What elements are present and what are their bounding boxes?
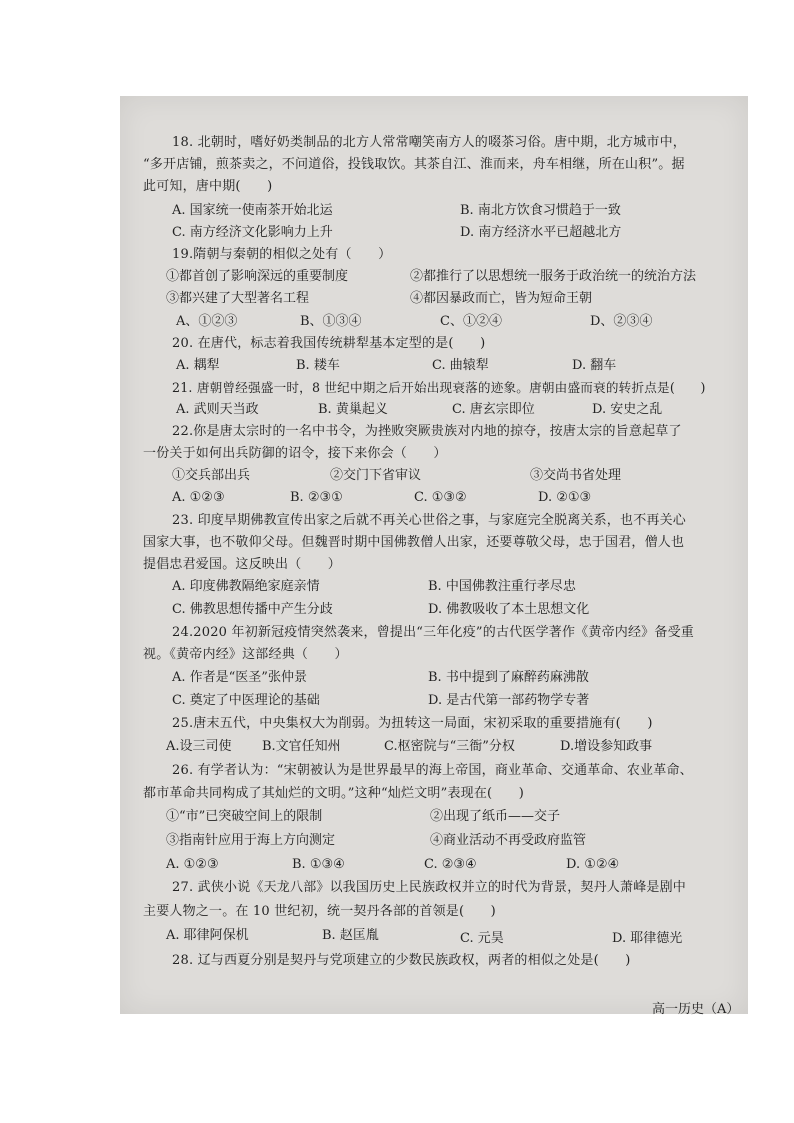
q22-option-b: B. ②③① [290,490,343,505]
q18-option-d: D. 南方经济水平已超越北方 [460,225,622,240]
q27-option-d: D. 耶律德光 [612,931,683,946]
q23-option-a: A. 印度佛教隔绝家庭亲情 [172,579,320,594]
q24-stem-line2: 视。《黄帝内经》这部经典（ ） [143,647,348,662]
q21-option-a: A. 武则天当政 [176,402,259,417]
q23-option-b: B. 中国佛教注重行孝尽忠 [428,579,576,594]
q21-option-b: B. 黄巢起义 [318,402,388,417]
q26-stem-line2: 都市革命共同构成了其灿烂的文明。”这种“灿烂文明”表现在( ) [143,786,524,801]
q19-statement-2: ②都推行了以思想统一服务于政治统一的统治方法 [410,269,697,284]
q24-option-b: B. 书中提到了麻醉药麻沸散 [428,670,589,685]
q27-stem-line2: 主要人物之一。在 10 世纪初，统一契丹各部的首领是( ) [143,904,496,919]
q19-option-a: A、①②③ [176,314,238,329]
q26-option-b: B. ①③④ [292,857,345,872]
q25-option-b: B.文官任知州 [262,739,341,754]
q22-statement-3: ③交尚书省处理 [530,468,622,483]
q25-option-c: C.枢密院与“三衙”分权 [384,739,515,754]
q26-option-d: D. ①②④ [566,857,620,872]
q27-option-c: C. 元昊 [460,931,504,946]
q19-option-d: D、②③④ [590,314,653,329]
q21-option-d: D. 安史之乱 [592,402,663,417]
q18-option-a: A. 国家统一使南茶开始北运 [172,203,333,218]
q18-stem-line3: 此可知，唐中期( ) [143,179,273,194]
q18-stem-line2: “多开店铺，煎茶卖之，不问道俗，投钱取饮。其茶自江、淮而来，舟车相继，所在山积”。据 [143,157,685,172]
page-footer-label: 高一历史（A） [652,1002,740,1017]
q26-statement-1: ①“市”已突破空间上的限制 [166,809,323,824]
q26-statement-2: ②出现了纸币——交子 [430,809,561,824]
q19-option-c: C、①②④ [440,314,502,329]
q26-stem-line1: 26. 有学者认为：“宋朝被认为是世界最早的海上帝国，商业革命、交通革命、农业革命、 [172,763,693,778]
q23-stem-line2: 国家大事，也不敬仰父母。但魏晋时期中国佛教僧人出家，还要尊敬父母，忠于国君，僧人也 [143,535,685,550]
q21-option-c: C. 唐玄宗即位 [452,402,535,417]
q20-stem: 20. 在唐代，标志着我国传统耕犁基本定型的是( ) [172,336,486,351]
q24-option-c: C. 奠定了中医理论的基础 [172,693,320,708]
q24-option-a: A. 作者是“医圣”张仲景 [172,670,307,685]
q23-stem-line3: 提倡忠君爱国。这反映出（ ） [143,557,342,572]
q26-statement-4: ④商业活动不再受政府监管 [430,833,587,848]
q20-option-c: C. 曲辕犁 [432,358,489,373]
q19-stem: 19.隋朝与秦朝的相似之处有（ ） [172,247,392,262]
q18-option-b: B. 南北方饮食习惯趋于一致 [460,203,621,218]
q23-option-d: D. 佛教吸收了本土思想文化 [428,602,590,617]
q25-option-a: A.设三司使 [166,739,232,754]
q22-option-c: C. ①③② [414,490,467,505]
q26-statement-3: ③指南针应用于海上方向测定 [166,833,336,848]
q22-option-a: A. ①②③ [172,490,225,505]
q20-option-a: A. 耦犁 [176,358,220,373]
q27-stem-line1: 27. 武侠小说《天龙八部》以我国历史上民族政权并立的时代为背景，契丹人萧峰是剧中 [172,880,687,895]
q19-statement-3: ③都兴建了大型著名工程 [166,291,310,306]
q27-option-b: B. 赵匡胤 [322,928,379,943]
q25-stem: 25.唐末五代，中央集权大为削弱。为扭转这一局面，宋初采取的重要措施有( ) [172,716,653,731]
q23-option-c: C. 佛教思想传播中产生分歧 [172,602,333,617]
q25-option-d: D.增设参知政事 [560,739,653,754]
q28-stem: 28. 辽与西夏分别是契丹与党项建立的少数民族政权，两者的相似之处是( ) [172,953,631,968]
q27-option-a: A. 耶律阿保机 [166,928,249,943]
q19-option-b: B、①③④ [300,314,362,329]
q26-option-a: A. ①②③ [166,857,219,872]
q18-option-c: C. 南方经济文化影响力上升 [172,225,333,240]
q24-option-d: D. 是古代第一部药物学专著 [428,693,590,708]
q22-stem-line1: 22.你是唐太宗时的一名中书令，为挫败突厥贵族对内地的掠夺，按唐太宗的旨意起草了 [172,424,682,439]
q24-stem-line1: 24.2020 年初新冠疫情突然袭来，曾提出“三年化疫”的古代医学著作《黄帝内经》备受重 [172,625,694,640]
q22-statement-2: ②交门下省审议 [330,468,422,483]
q19-statement-1: ①都首创了影响深远的重要制度 [166,269,349,284]
q23-stem-line1: 23. 印度早期佛教宣传出家之后就不再关心世俗之事，与家庭完全脱离关系，也不再关心 [172,513,687,528]
q20-option-d: D. 翻车 [572,358,617,373]
q22-option-d: D. ②①③ [538,490,592,505]
q22-stem-line2: 一份关于如何出兵防御的诏令，接下来你会（ ） [143,446,447,461]
q21-stem: 21. 唐朝曾经强盛一时，8 世纪中期之后开始出现衰落的迹象。唐朝由盛而衰的转折点是( ) [172,380,706,395]
q22-statement-1: ①交兵部出兵 [172,468,251,483]
q18-stem-line1: 18. 北朝时，嗜好奶类制品的北方人常常嘲笑南方人的啜茶习俗。唐中期，北方城市中， [172,135,687,150]
q19-statement-4: ④都因暴政而亡，皆为短命王朝 [410,291,593,306]
q26-option-c: C. ②③④ [424,857,477,872]
q20-option-b: B. 耧车 [296,358,340,373]
